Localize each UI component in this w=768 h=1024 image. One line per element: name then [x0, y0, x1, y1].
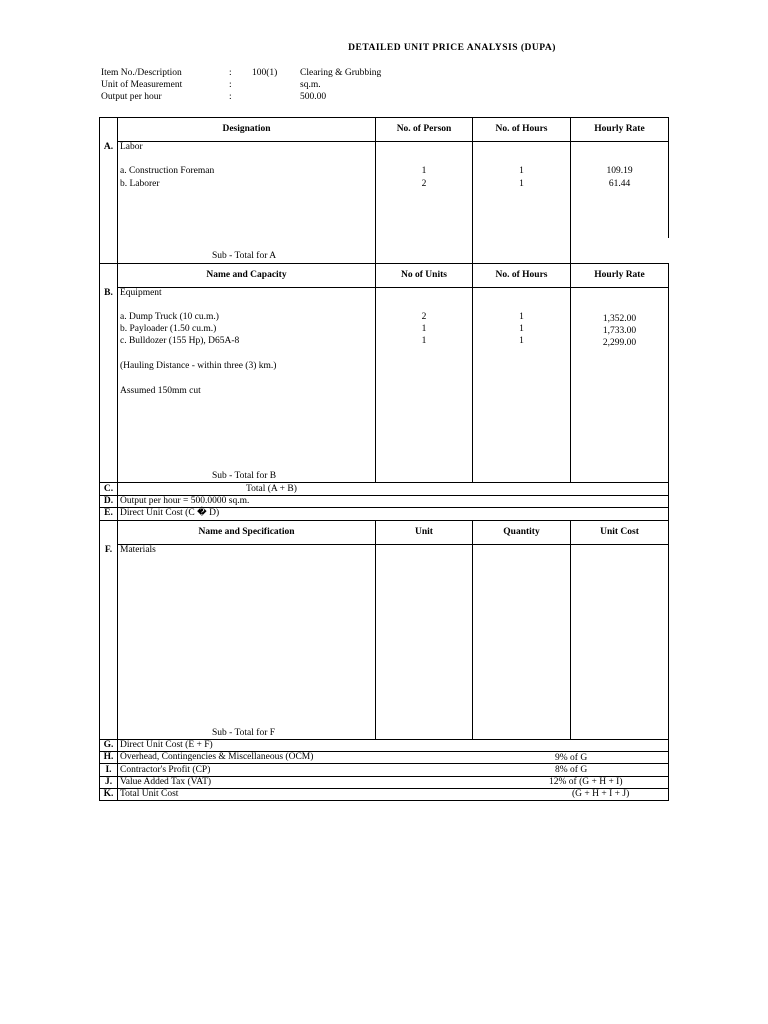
labor-row-name: a. Construction Foreman [120, 166, 215, 176]
summary-letter: J. [104, 777, 113, 787]
equipment-row-rate: 2,299.00 [602, 338, 637, 348]
output-colon: : [229, 92, 232, 102]
summary-text: Overhead, Contingencies & Miscellaneous (OCM) [120, 752, 314, 762]
summary-formula: (G + H + I + J) [572, 789, 630, 799]
unit-colon: : [229, 80, 232, 90]
labor-row-name: b. Laborer [120, 179, 160, 189]
labor-row-qty: 1 [421, 166, 427, 176]
section-letter-a: A. [103, 142, 114, 152]
item-label: Item No./Description [101, 68, 182, 78]
summary-formula: 12% of (G + H + I) [549, 777, 623, 787]
labor-row-rate: 109.19 [606, 166, 633, 176]
unit-value: sq.m. [300, 80, 321, 90]
equipment-row-qty: 2 [421, 312, 427, 322]
equipment-row-rate: 1,352.00 [602, 314, 637, 324]
page-title: DETAILED UNIT PRICE ANALYSIS (DUPA) [348, 43, 556, 53]
col-header-name-capacity: Name and Capacity [206, 270, 287, 280]
col-header-unit-cost: Unit Cost [600, 527, 639, 537]
summary-letter: K. [103, 789, 114, 799]
summary-formula: 8% of G [555, 765, 588, 775]
equipment-row-name: a. Dump Truck (10 cu.m.) [120, 312, 219, 322]
section-label-labor: Labor [120, 142, 143, 152]
col-header-rate: Hourly Rate [594, 270, 645, 280]
equipment-row-rate: 1,733.00 [602, 326, 637, 336]
section-label-equipment: Equipment [120, 288, 162, 298]
equipment-row-qty: 1 [421, 324, 427, 334]
hauling-note: (Hauling Distance - within three (3) km.) [120, 361, 277, 371]
output-value: 500.00 [300, 92, 327, 102]
item-description: Clearing & Grubbing [300, 68, 382, 78]
subtotal-f: Sub - Total for F [212, 728, 276, 738]
col-header-hours: No. of Hours [495, 270, 548, 280]
col-header-units: No of Units [401, 270, 447, 280]
col-header-name-spec: Name and Specification [198, 527, 295, 537]
col-header-persons: No. of Person [396, 124, 452, 134]
cut-note: Assumed 150mm cut [120, 386, 201, 396]
item-number: 100(1) [252, 68, 278, 78]
col-header-rate: Hourly Rate [594, 124, 645, 134]
col-header-designation: Designation [222, 124, 271, 134]
equipment-row-hours: 1 [519, 336, 524, 346]
summary-text: Total (A + B) [246, 484, 297, 494]
summary-letter: D. [103, 496, 114, 506]
subtotal-b: Sub - Total for B [212, 471, 277, 481]
equipment-row-hours: 1 [519, 312, 524, 322]
summary-text: Direct Unit Cost (E + F) [120, 740, 213, 750]
summary-text: Total Unit Cost [120, 789, 179, 799]
summary-text: Value Added Tax (VAT) [120, 777, 212, 787]
equipment-row-name: b. Payloader (1.50 cu.m.) [120, 324, 217, 334]
labor-row-hours: 1 [519, 166, 524, 176]
equipment-row-name: c. Bulldozer (155 Hp), D65A-8 [120, 336, 240, 346]
labor-row-rate: 61.44 [608, 179, 631, 189]
equipment-row-qty: 1 [421, 336, 427, 346]
summary-letter: C. [103, 484, 114, 494]
col-header-unit: Unit [415, 527, 433, 537]
unit-label: Unit of Measurement [101, 80, 183, 90]
summary-text: Output per hour = 500.0000 sq.m. [120, 496, 250, 506]
section-label-materials: Materials [120, 545, 156, 555]
subtotal-a: Sub - Total for A [212, 251, 277, 261]
summary-letter: I. [105, 765, 112, 775]
summary-formula: 9% of G [555, 753, 588, 763]
summary-letter: H. [103, 752, 114, 762]
equipment-row-hours: 1 [519, 324, 524, 334]
item-colon: : [229, 68, 232, 78]
col-header-hours: No. of Hours [495, 124, 548, 134]
section-letter-f: F. [104, 545, 113, 555]
summary-letter: E. [104, 508, 113, 518]
summary-text: Direct Unit Cost (C � D) [120, 508, 220, 518]
labor-row-hours: 1 [519, 179, 524, 189]
col-header-quantity: Quantity [503, 527, 540, 537]
summary-text: Contractor's Profit (CP) [120, 765, 211, 775]
summary-letter: G. [103, 740, 114, 750]
labor-row-qty: 2 [421, 179, 427, 189]
section-letter-b: B. [104, 288, 113, 298]
output-label: Output per hour [101, 92, 162, 102]
